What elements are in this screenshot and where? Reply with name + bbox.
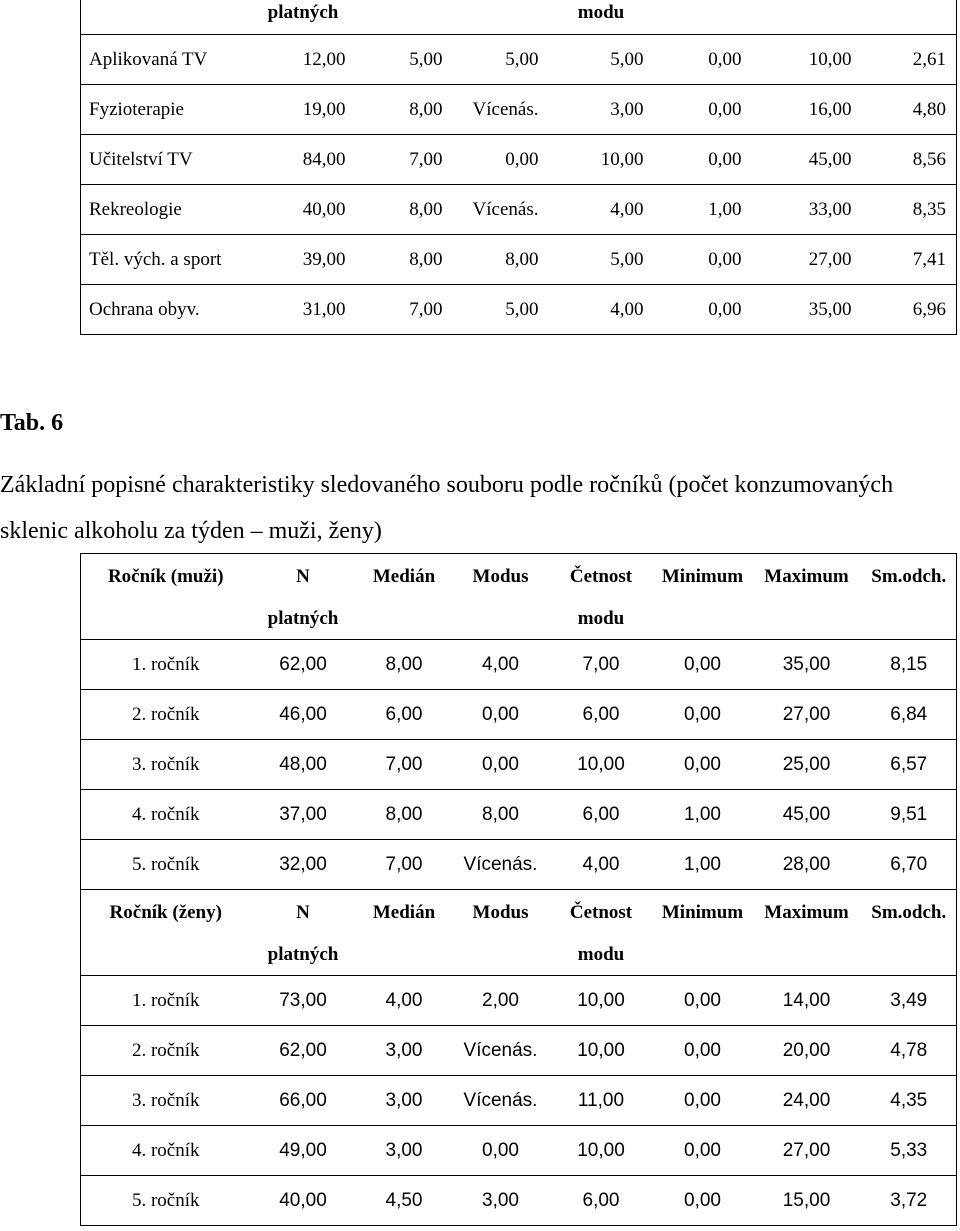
row-label: 3. ročník <box>81 740 251 790</box>
table-cell: 0,00 <box>654 1026 752 1076</box>
table-cell: 0,00 <box>654 690 752 740</box>
column-header <box>654 935 752 976</box>
table-cell: 84,00 <box>251 135 356 185</box>
row-label: 2. ročník <box>81 1026 251 1076</box>
column-header: platných <box>251 0 356 35</box>
table-cell: 27,00 <box>752 1126 862 1176</box>
column-header: Medián <box>356 890 453 936</box>
table-cell: 3,49 <box>862 976 957 1026</box>
table-cell: 8,56 <box>862 135 957 185</box>
row-label: 5. ročník <box>81 840 251 890</box>
column-header: N <box>251 554 356 600</box>
table-cell: 48,00 <box>251 740 356 790</box>
table-cell: 25,00 <box>752 740 862 790</box>
column-header: platných <box>251 935 356 976</box>
column-header <box>654 599 752 640</box>
table-header-row <box>81 554 957 600</box>
table-header-row-continued <box>81 599 957 640</box>
table-row <box>81 285 957 335</box>
column-header: Ročník (muži) <box>81 554 251 600</box>
table-row <box>81 740 957 790</box>
table-cell: 10,00 <box>549 1126 654 1176</box>
column-header <box>654 0 752 35</box>
table-cell: 0,00 <box>453 740 549 790</box>
table-cell: 15,00 <box>752 1176 862 1226</box>
table-cell: 6,57 <box>862 740 957 790</box>
table-header-row-continued <box>81 935 957 976</box>
table-cell: 32,00 <box>251 840 356 890</box>
table-header-row <box>81 890 957 936</box>
table-row <box>81 185 957 235</box>
table-cell: 8,35 <box>862 185 957 235</box>
table-cell: 8,00 <box>356 85 453 135</box>
table-row <box>81 690 957 740</box>
table-cell: 19,00 <box>251 85 356 135</box>
table-cell: 6,96 <box>862 285 957 335</box>
table-cell: 0,00 <box>654 740 752 790</box>
column-header: Četnost <box>549 554 654 600</box>
continued-table <box>80 0 957 335</box>
table-cell: 4,78 <box>862 1026 957 1076</box>
table-cell: 27,00 <box>752 235 862 285</box>
column-header <box>81 0 251 35</box>
table-cell: 0,00 <box>654 976 752 1026</box>
row-label: 3. ročník <box>81 1076 251 1126</box>
table-cell: 0,00 <box>654 1076 752 1126</box>
row-label: Fyzioterapie <box>81 85 251 135</box>
table-cell: 5,00 <box>453 35 549 85</box>
table-row <box>81 235 957 285</box>
column-header: Minimum <box>654 554 752 600</box>
column-header <box>752 0 862 35</box>
table-cell: 5,00 <box>453 285 549 335</box>
table-cell: 8,00 <box>453 790 549 840</box>
table-cell: 11,00 <box>549 1076 654 1126</box>
table-cell: 33,00 <box>752 185 862 235</box>
table-cell: 31,00 <box>251 285 356 335</box>
table-cell: 2,00 <box>453 976 549 1026</box>
table-cell: Vícenás. <box>453 85 549 135</box>
table-row <box>81 35 957 85</box>
table-cell: 6,00 <box>549 790 654 840</box>
table-cell: 0,00 <box>654 235 752 285</box>
table-cell: 1,00 <box>654 185 752 235</box>
table-cell: 3,00 <box>453 1176 549 1226</box>
row-label: Aplikovaná TV <box>81 35 251 85</box>
table-cell: 7,00 <box>356 285 453 335</box>
table-cell: 12,00 <box>251 35 356 85</box>
table-cell: 7,00 <box>356 135 453 185</box>
table-cell: 3,72 <box>862 1176 957 1226</box>
table-row <box>81 1076 957 1126</box>
table-cell: 35,00 <box>752 640 862 690</box>
table-cell: 45,00 <box>752 790 862 840</box>
row-label: Těl. vých. a sport <box>81 235 251 285</box>
table-cell: 5,33 <box>862 1126 957 1176</box>
table-cell: 0,00 <box>654 85 752 135</box>
table-row <box>81 840 957 890</box>
table-cell: 4,50 <box>356 1176 453 1226</box>
table-row <box>81 790 957 840</box>
table-cell: 16,00 <box>752 85 862 135</box>
table-header-row-continued <box>81 0 957 35</box>
table-cell: 5,00 <box>549 235 654 285</box>
column-header: Modus <box>453 554 549 600</box>
table-cell: 7,41 <box>862 235 957 285</box>
table-cell: 0,00 <box>453 690 549 740</box>
table-cell: 6,00 <box>549 1176 654 1226</box>
row-label: 4. ročník <box>81 1126 251 1176</box>
row-label: Ochrana obyv. <box>81 285 251 335</box>
table-cell: 20,00 <box>752 1026 862 1076</box>
column-header <box>81 599 251 640</box>
table-cell: 4,00 <box>453 640 549 690</box>
table-cell: 7,00 <box>356 740 453 790</box>
column-header <box>453 599 549 640</box>
row-label: Rekreologie <box>81 185 251 235</box>
table-row <box>81 1126 957 1176</box>
table-cell: 8,00 <box>356 640 453 690</box>
table-cell: 6,00 <box>549 690 654 740</box>
column-header: modu <box>549 599 654 640</box>
table-cell: 66,00 <box>251 1076 356 1126</box>
column-header: N <box>251 890 356 936</box>
table-cell: 1,00 <box>654 790 752 840</box>
table-cell: 8,00 <box>356 235 453 285</box>
table-row <box>81 976 957 1026</box>
table-cell: 2,61 <box>862 35 957 85</box>
column-header <box>752 935 862 976</box>
column-header: Ročník (ženy) <box>81 890 251 936</box>
column-header <box>862 0 957 35</box>
column-header: Minimum <box>654 890 752 936</box>
column-header: modu <box>549 935 654 976</box>
table-caption-text: Základní popisné charakteristiky sledovaného souboru podle ročníků (počet konzumovaných sklenic alkoholu za týden – muži, ženy) <box>0 472 894 544</box>
table-cell: 8,00 <box>356 790 453 840</box>
table-cell: 0,00 <box>654 285 752 335</box>
table-cell: 3,00 <box>356 1126 453 1176</box>
table-cell: 3,00 <box>549 85 654 135</box>
table-cell: 6,70 <box>862 840 957 890</box>
column-header: Sm.odch. <box>862 890 957 936</box>
table-caption-title: Tab. 6 <box>0 410 64 436</box>
table-cell: 8,00 <box>453 235 549 285</box>
table-cell: Vícenás. <box>453 1026 549 1076</box>
column-header <box>752 599 862 640</box>
table-cell: 0,00 <box>654 1126 752 1176</box>
table-cell: 0,00 <box>453 135 549 185</box>
table-cell: 0,00 <box>654 35 752 85</box>
table-row <box>81 1026 957 1076</box>
table-cell: 10,00 <box>549 740 654 790</box>
table-cell: 9,51 <box>862 790 957 840</box>
column-header: Maximum <box>752 554 862 600</box>
column-header <box>356 0 453 35</box>
table-cell: 4,00 <box>549 285 654 335</box>
column-header: Sm.odch. <box>862 554 957 600</box>
table-cell: 46,00 <box>251 690 356 740</box>
table-cell: 10,00 <box>549 976 654 1026</box>
table-row <box>81 640 957 690</box>
row-label: 1. ročník <box>81 976 251 1026</box>
year-statistics-table <box>80 553 957 1226</box>
table-cell: 45,00 <box>752 135 862 185</box>
table-cell: 62,00 <box>251 640 356 690</box>
table-cell: 6,84 <box>862 690 957 740</box>
table-row <box>81 135 957 185</box>
table-cell: 0,00 <box>453 1126 549 1176</box>
table-cell: 28,00 <box>752 840 862 890</box>
column-header <box>81 935 251 976</box>
table-cell: 8,15 <box>862 640 957 690</box>
table-cell: Vícenás. <box>453 185 549 235</box>
table-cell: 1,00 <box>654 840 752 890</box>
table-cell: 10,00 <box>549 1026 654 1076</box>
table-cell: 49,00 <box>251 1126 356 1176</box>
table-cell: 14,00 <box>752 976 862 1026</box>
column-header: platných <box>251 599 356 640</box>
table-cell: 4,35 <box>862 1076 957 1126</box>
table-cell: 4,00 <box>549 840 654 890</box>
table-cell: 0,00 <box>654 135 752 185</box>
table-cell: 39,00 <box>251 235 356 285</box>
table-cell: 4,00 <box>549 185 654 235</box>
column-header: Maximum <box>752 890 862 936</box>
table-cell: 27,00 <box>752 690 862 740</box>
row-label: 1. ročník <box>81 640 251 690</box>
row-label: Učitelství TV <box>81 135 251 185</box>
table-cell: 7,00 <box>356 840 453 890</box>
column-header <box>356 599 453 640</box>
table-row <box>81 1176 957 1226</box>
table-cell: 7,00 <box>549 640 654 690</box>
table-cell: 0,00 <box>654 1176 752 1226</box>
table-cell: 40,00 <box>251 1176 356 1226</box>
column-header <box>862 599 957 640</box>
table-cell: 62,00 <box>251 1026 356 1076</box>
column-header <box>453 935 549 976</box>
column-header: Medián <box>356 554 453 600</box>
table-cell: 3,00 <box>356 1076 453 1126</box>
row-label: 5. ročník <box>81 1176 251 1226</box>
column-header <box>453 0 549 35</box>
table-cell: Vícenás. <box>453 840 549 890</box>
table-cell: 73,00 <box>251 976 356 1026</box>
table-cell: Vícenás. <box>453 1076 549 1126</box>
row-label: 2. ročník <box>81 690 251 740</box>
table-cell: 4,00 <box>356 976 453 1026</box>
column-header: Modus <box>453 890 549 936</box>
table-row <box>81 85 957 135</box>
table-cell: 10,00 <box>549 135 654 185</box>
row-label: 4. ročník <box>81 790 251 840</box>
table-cell: 35,00 <box>752 285 862 335</box>
table-cell: 37,00 <box>251 790 356 840</box>
table-cell: 6,00 <box>356 690 453 740</box>
column-header: Četnost <box>549 890 654 936</box>
table-cell: 4,80 <box>862 85 957 135</box>
column-header <box>356 935 453 976</box>
table-cell: 3,00 <box>356 1026 453 1076</box>
column-header <box>862 935 957 976</box>
table-cell: 0,00 <box>654 640 752 690</box>
table-cell: 24,00 <box>752 1076 862 1126</box>
table-cell: 8,00 <box>356 185 453 235</box>
table-cell: 10,00 <box>752 35 862 85</box>
table-cell: 40,00 <box>251 185 356 235</box>
column-header: modu <box>549 0 654 35</box>
table-cell: 5,00 <box>549 35 654 85</box>
table-cell: 5,00 <box>356 35 453 85</box>
